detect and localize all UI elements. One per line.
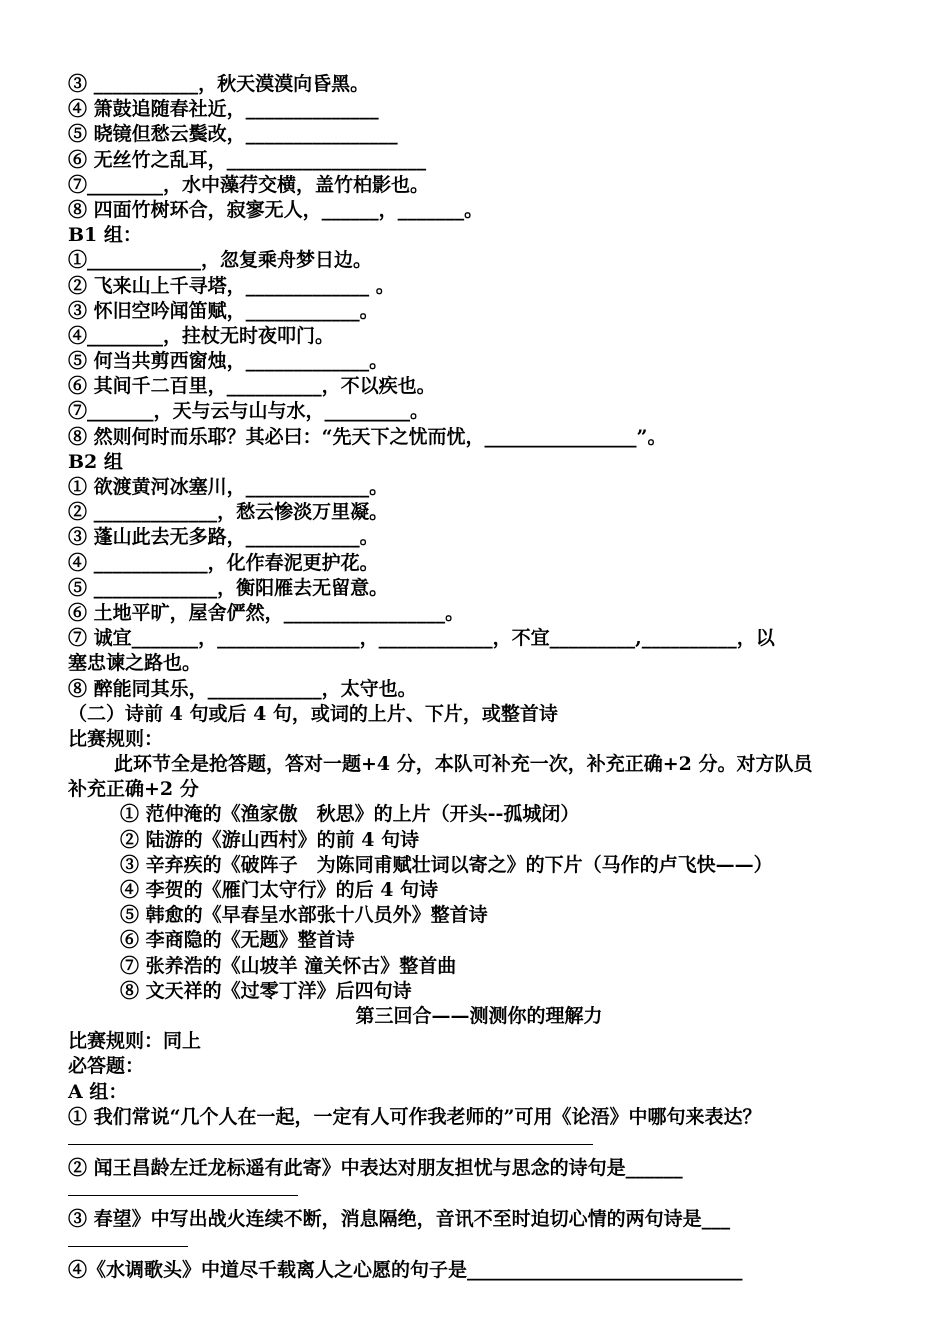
list-item: ⑤ 韩愈的《早春呈水部张十八员外》整首诗	[120, 904, 488, 927]
text-line: ⑥ 其间千二百里，__________，不以疾也。	[68, 375, 436, 398]
question-text: ③ 春望》中写出战火连续不断，消息隔绝，音讯不至时迫切心情的两句诗是___	[68, 1208, 731, 1231]
rules-heading: 比赛规则：同上	[68, 1030, 202, 1053]
list-item: ④ 李贺的《雁门太守行》的后 4 句诗	[120, 879, 439, 901]
answer-blank	[68, 1130, 593, 1145]
fill-blank-lines	[68, 72, 890, 752]
text-line: ⑥ 无丝竹之乱耳，_____________________	[68, 148, 427, 171]
question-text: ② 闻王昌龄左迁龙标遥有此寄》中表达对朋友担忧与思念的诗句是______	[68, 1156, 683, 1179]
rule-text: 此环节全是抢答题，答对一题+4 分，本队可补充一次，补充正确+2 分。对方队员	[114, 753, 813, 776]
text-line: ② 飞来山上千寻塔，_____________ 。	[68, 274, 395, 297]
text-line: ①____________，忽复乘舟梦日边。	[68, 249, 373, 272]
text-line: ⑦_______，天与云与山与水，_________。	[68, 400, 430, 423]
text-line: ④ 箫鼓追随春社近，______________	[68, 98, 379, 121]
text-line: ④ ____________，化作春泥更护花。	[68, 551, 379, 574]
list-item: ⑧ 文天祥的《过零丁洋》后四句诗	[120, 979, 412, 1002]
text-line: ③ ___________，秋天漠漠向昏黑。	[68, 73, 370, 95]
poem-list	[68, 802, 890, 1004]
text-line: ⑦________，水中藻荇交横，盖竹柏影也。	[68, 173, 430, 196]
text-line: ③ 蓬山此去无多路，____________。	[68, 526, 379, 549]
section-heading: （二）诗前 4 句或后 4 句，或词的上片、下片，或整首诗	[68, 702, 558, 725]
text-line: ⑧ 醉能同其乐，____________，太守也。	[68, 677, 417, 700]
question-text: ④《水调歌头》中道尽千载离人之心愿的句子是_____________________________	[68, 1259, 743, 1282]
answer-blank	[68, 1181, 298, 1196]
group-heading: B2 组	[68, 450, 123, 473]
text-line: ⑥ 土地平旷，屋舍俨然，_________________。	[68, 601, 465, 624]
question-text: ① 我们常说“几个人在一起，一定有人可作我老师的”可用《论浯》中哪句来表达？	[68, 1105, 762, 1128]
text-line: ⑧ 四面竹树环合，寂寥无人，______，_______。	[68, 198, 484, 221]
text-line: ⑦ 诚宜_______，_______________，____________，不宜_________,__________，以	[68, 627, 775, 650]
list-item: ⑦ 张养浩的《山坡羊 潼关怀古》整首曲	[120, 954, 457, 977]
text-line: ③ 怀旧空吟闻笛赋，____________。	[68, 299, 379, 322]
text-line: ① 欲渡黄河冰塞川，_____________。	[68, 476, 389, 498]
list-item: ⑥ 李商隐的《无题》整首诗	[120, 929, 355, 952]
text-line: ④________，拄杖无时夜叩门。	[68, 324, 335, 347]
text-line: ⑧ 然则何时而乐耶？其必曰：“先天下之忧而忧，________________”。	[68, 425, 667, 448]
list-item: ① 范仲淹的《渔家傲 秋思》的上片（开头--孤城闭）	[120, 803, 580, 826]
text-line: ⑤ 晓镜但愁云鬓改，________________	[68, 123, 398, 146]
rule-text: 补充正确+2 分	[68, 778, 199, 801]
answer-blank	[68, 1232, 188, 1247]
required-heading: 必答题：	[68, 1055, 145, 1078]
round-title: 第三回合——测测你的理解力	[355, 1004, 603, 1027]
list-item: ② 陆游的《游山西村》的前 4 句诗	[120, 828, 420, 851]
text-line: ⑤ _____________，衡阳雁去无留意。	[68, 576, 389, 599]
text-line: 塞忠谏之路也。	[68, 652, 202, 675]
rules-heading: 比赛规则：	[68, 727, 164, 750]
text-line: ② _____________，愁云惨淡万里凝。	[68, 501, 389, 524]
list-item: ③ 辛弃疾的《破阵子 为陈同甫赋壮词以寄之》的下片（马作的卢飞快——）	[120, 853, 773, 876]
text-line: ⑤ 何当共剪西窗烛，_____________。	[68, 350, 389, 373]
group-heading: A 组：	[68, 1080, 128, 1103]
group-heading: B1 组：	[68, 224, 142, 247]
